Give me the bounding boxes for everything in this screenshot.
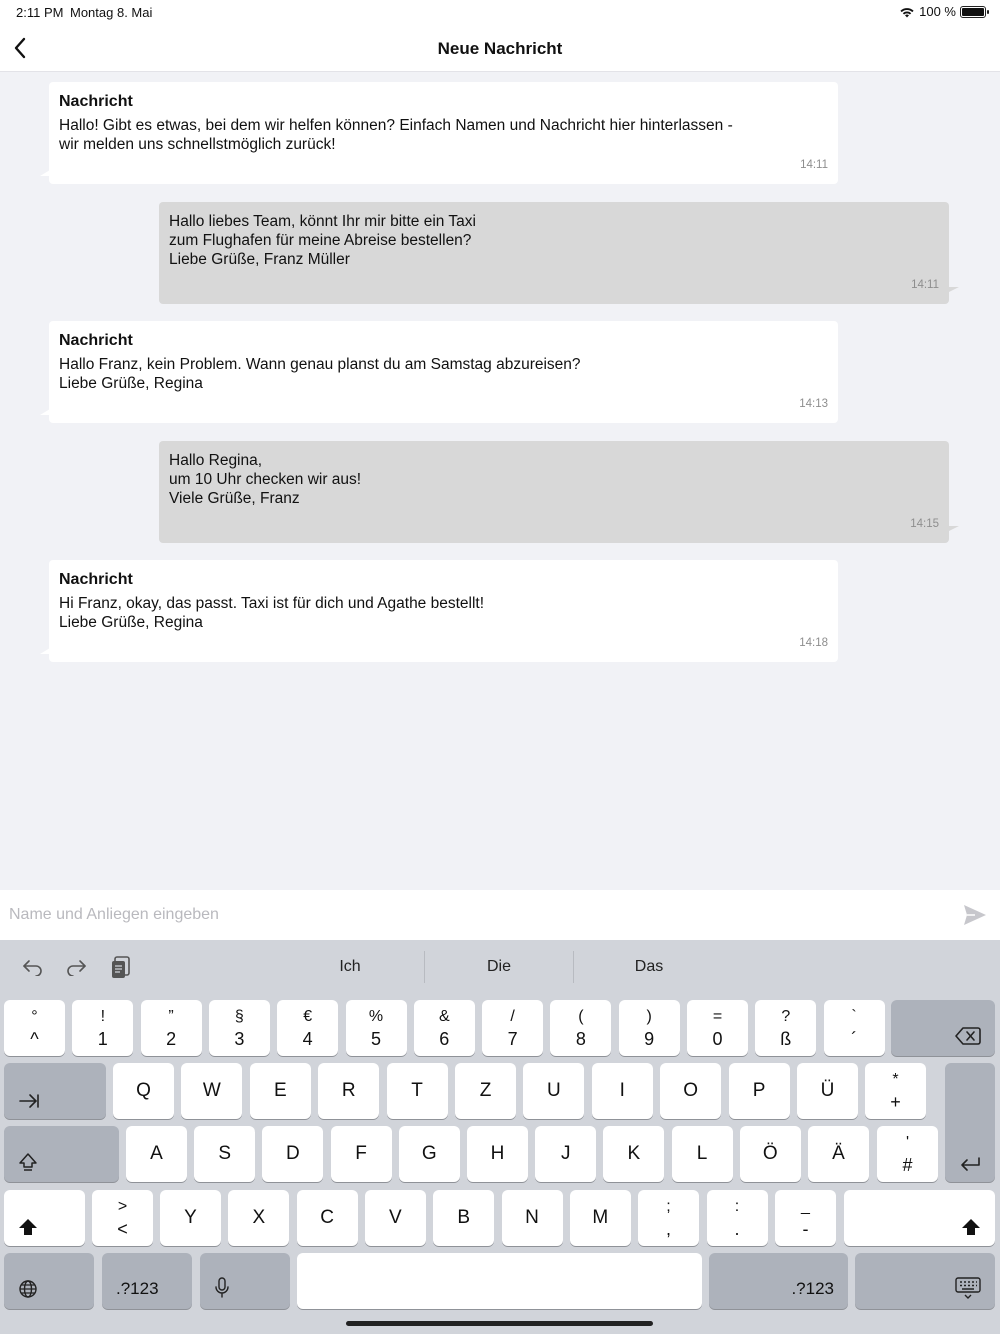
key-3[interactable]: § 3	[209, 1000, 270, 1056]
key-o[interactable]: O	[660, 1063, 721, 1119]
message-text: Hallo! Gibt es etwas, bei dem wir helfen können? Einfach Namen und Nachricht hier hinterlassen - wir melden uns schnellstmöglich zurück!	[59, 117, 733, 153]
message-incoming	[49, 82, 838, 184]
key-punct-2[interactable]: _ -	[775, 1190, 836, 1246]
key-z[interactable]: Z	[455, 1063, 516, 1119]
delete-icon	[955, 1026, 981, 1046]
key-t[interactable]: T	[387, 1063, 448, 1119]
key-j[interactable]: J	[535, 1126, 596, 1182]
composer-bar	[0, 890, 1000, 940]
message-outgoing	[159, 202, 949, 304]
battery-icon	[960, 6, 986, 18]
message-outgoing	[159, 441, 949, 543]
key-9[interactable]: ) 9	[619, 1000, 680, 1056]
suggestion-2[interactable]: Die	[486, 958, 511, 975]
shift-key-right[interactable]	[844, 1190, 995, 1246]
status-right	[899, 4, 986, 19]
keyboard	[0, 940, 1000, 1334]
message-text: Hallo Regina, um 10 Uhr checken wir aus! Viele Grüße, Franz	[169, 452, 362, 507]
numbers-key-left[interactable]: .?123	[102, 1253, 192, 1309]
message-text: Hallo Franz, kein Problem. Wann genau planst du am Samstag abzureisen? Liebe Grüße, Regina	[59, 356, 581, 392]
undo-icon	[22, 958, 44, 976]
caps-lock-icon	[18, 1152, 38, 1172]
microphone-icon	[214, 1277, 230, 1299]
key-less-than[interactable]: > <	[92, 1190, 153, 1246]
message-incoming	[49, 560, 838, 662]
message-time: 14:11	[911, 279, 939, 291]
key-^[interactable]: ° ^	[4, 1000, 65, 1056]
key-f[interactable]: F	[331, 1126, 392, 1182]
key-5[interactable]: % 5	[346, 1000, 407, 1056]
hide-keyboard-key[interactable]	[855, 1253, 995, 1309]
key-y[interactable]: Y	[160, 1190, 221, 1246]
status-time: 2:11 PM	[16, 5, 64, 20]
suggestion-3[interactable]: Das	[634, 958, 664, 975]
globe-key[interactable]	[4, 1253, 94, 1309]
key-ß[interactable]: ? ß	[755, 1000, 816, 1056]
tab-icon	[18, 1093, 40, 1109]
key-m[interactable]: M	[570, 1190, 631, 1246]
page-title: Neue Nachricht	[437, 39, 563, 58]
key-g[interactable]: G	[399, 1126, 460, 1182]
key-d[interactable]: D	[262, 1126, 323, 1182]
key-4[interactable]: € 4	[277, 1000, 338, 1056]
key-´[interactable]: ` ´	[824, 1000, 885, 1056]
redo-button[interactable]	[63, 954, 89, 980]
key-r[interactable]: R	[318, 1063, 379, 1119]
status-bar	[0, 0, 1000, 26]
key-hash[interactable]: ' #	[877, 1126, 938, 1182]
keyboard-dismiss-icon	[955, 1277, 981, 1299]
delete-key[interactable]	[891, 1000, 995, 1056]
message-sender: Nachricht	[59, 93, 133, 110]
redo-icon	[65, 958, 87, 976]
message-text: Hallo liebes Team, könnt Ihr mir bitte ein Taxi zum Flughafen für meine Abreise bestellen? Liebe Grüße, Franz Müller	[169, 213, 476, 268]
key-2[interactable]: ” 2	[141, 1000, 202, 1056]
key-x[interactable]: X	[228, 1190, 289, 1246]
message-incoming	[49, 321, 838, 423]
send-button[interactable]	[962, 903, 988, 927]
key-1[interactable]: ! 1	[72, 1000, 133, 1056]
suggestion-bar	[0, 940, 1000, 994]
key-ä[interactable]: Ä	[808, 1126, 869, 1182]
clipboard-icon	[110, 955, 132, 979]
numbers-key-right[interactable]: .?123	[709, 1253, 848, 1309]
shift-icon	[961, 1218, 981, 1236]
caps-lock-key[interactable]	[4, 1126, 119, 1182]
key-l[interactable]: L	[672, 1126, 733, 1182]
key-punct-1[interactable]: : .	[707, 1190, 768, 1246]
shift-key-left[interactable]	[4, 1190, 85, 1246]
return-icon	[959, 1156, 981, 1172]
dictation-key[interactable]	[200, 1253, 290, 1309]
key-6[interactable]: & 6	[414, 1000, 475, 1056]
message-text: Hi Franz, okay, das passt. Taxi ist für dich und Agathe bestellt! Liebe Grüße, Regina	[59, 595, 485, 631]
message-sender: Nachricht	[59, 571, 133, 588]
send-icon	[962, 903, 988, 927]
paste-button[interactable]	[108, 954, 134, 980]
key-e[interactable]: E	[250, 1063, 311, 1119]
globe-icon	[18, 1279, 38, 1299]
key-p[interactable]: P	[729, 1063, 790, 1119]
key-punct-0[interactable]: ; ,	[638, 1190, 699, 1246]
message-input[interactable]	[0, 890, 940, 940]
nav-bar	[0, 26, 1000, 72]
status-date: Montag 8. Mai	[70, 5, 153, 20]
shift-icon	[18, 1218, 38, 1236]
key-a[interactable]: A	[126, 1126, 187, 1182]
suggestion-divider	[424, 951, 425, 983]
key-ö[interactable]: Ö	[740, 1126, 801, 1182]
message-sender: Nachricht	[59, 332, 133, 349]
key-w[interactable]: W	[181, 1063, 242, 1119]
tab-key[interactable]	[4, 1063, 106, 1119]
undo-button[interactable]	[20, 954, 46, 980]
key-u[interactable]: U	[523, 1063, 584, 1119]
home-indicator	[346, 1321, 653, 1326]
message-time: 14:11	[800, 159, 828, 171]
key-q[interactable]: Q	[113, 1063, 174, 1119]
key-7[interactable]: / 7	[482, 1000, 543, 1056]
key-b[interactable]: B	[433, 1190, 494, 1246]
key-s[interactable]: S	[194, 1126, 255, 1182]
key-h[interactable]: H	[467, 1126, 528, 1182]
message-time: 14:13	[799, 398, 828, 410]
wifi-icon	[899, 6, 915, 18]
message-time: 14:15	[910, 518, 939, 530]
key-k[interactable]: K	[603, 1126, 664, 1182]
suggestion-1[interactable]: Ich	[339, 958, 361, 975]
space-key[interactable]	[297, 1253, 702, 1309]
key-n[interactable]: N	[502, 1190, 563, 1246]
key-i[interactable]: I	[592, 1063, 653, 1119]
key-plus[interactable]: * +	[865, 1063, 926, 1119]
suggestion-divider	[573, 951, 574, 983]
message-list[interactable]	[0, 72, 1000, 890]
key-0[interactable]: = 0	[687, 1000, 748, 1056]
key-c[interactable]: C	[297, 1190, 358, 1246]
message-time: 14:18	[799, 637, 828, 649]
key-v[interactable]: V	[365, 1190, 426, 1246]
key-8[interactable]: ( 8	[550, 1000, 611, 1056]
battery-percent: 100 %	[919, 4, 956, 19]
key-ü[interactable]: Ü	[797, 1063, 858, 1119]
return-key[interactable]	[945, 1063, 995, 1182]
